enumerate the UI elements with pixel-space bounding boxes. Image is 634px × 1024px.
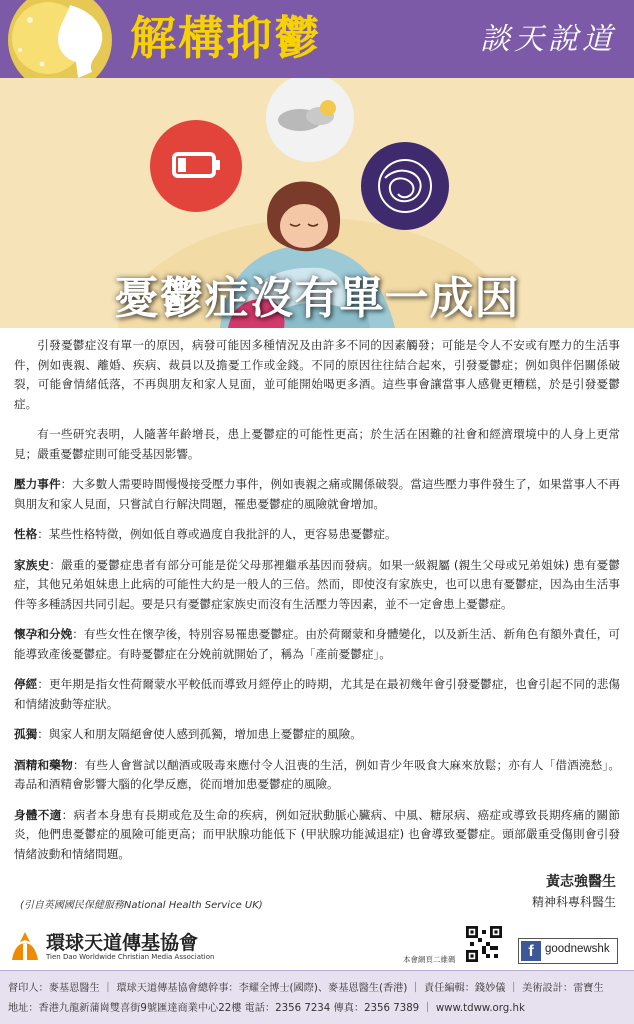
author-name: 黃志強醫生 <box>546 874 616 890</box>
facebook-badge[interactable] <box>518 938 618 964</box>
paragraph-term: 停經 <box>14 677 38 691</box>
article-body <box>14 336 620 875</box>
article-paragraph <box>14 425 620 464</box>
article-paragraph <box>14 675 620 714</box>
face-swirl-icon <box>0 0 140 78</box>
paragraph-term: 酒精和藥物 <box>14 757 73 772</box>
paragraph-text: ：病者本身患有長期或危及生命的疾病，例如冠狀動脈心臟病、中風、糖尿病、癌症或導致長期疼痛的關節炎，他們患憂鬱症的風險可能更高；而甲狀腺功能低下 (甲狀腺功能減退症) 也會導致憂鬱症。頭部嚴重受傷則會引發情緒波動和情緒問題。 <box>14 807 620 861</box>
footer-credits: 督印人：麥基恩醫生 ｜ 環球天道傳基協會總幹事：李耀全博士(國際)、麥基恩醫生(香港) ｜ 責任編輯：錢妙儀 ｜ 美術設計：雷寶生 <box>8 983 604 994</box>
qr-label: 本會網頁二維碼 <box>403 955 456 964</box>
article-paragraph <box>14 556 620 615</box>
header-band <box>0 0 634 78</box>
author-role: 精神科專科醫生 <box>531 895 616 909</box>
facebook-handle: goodnewshk <box>545 943 610 955</box>
article-paragraph <box>14 756 620 795</box>
paragraph-text: 有一些研究表明，人隨著年齡增長，患上憂鬱症的可能性更高；於生活在困難的社會和經濟環境中的人身上更常見；嚴重憂鬱症則可能受基因影響。 <box>14 427 620 461</box>
footer-contact: 地址：香港九龍新蒲崗雙喜街9號匯達商業中心22樓 電話：2356 7234 傳真：2356 7389 ｜ www.tdww.org.hk <box>8 1003 525 1014</box>
paragraph-text: ：某些性格特徵，例如低自尊或過度自我批評的人，更容易患憂鬱症。 <box>37 527 397 541</box>
source-citation: (引自英國國民保健服務National Health Service UK) <box>20 900 263 911</box>
paragraph-term: 壓力事件 <box>14 477 61 491</box>
article-paragraph <box>14 725 620 745</box>
hero-illustration <box>0 78 634 328</box>
article-paragraph <box>14 806 620 865</box>
article-paragraph <box>14 525 620 545</box>
paragraph-text: ：更年期是指女性荷爾蒙水平較低而導致月經停止的時期，尤其是在最初幾年會引發憂鬱症，也會引起不同的悲傷和情緒波動等症狀。 <box>14 677 620 711</box>
brand-logo: 談天說道 <box>480 22 616 57</box>
paragraph-term: 身體不適 <box>14 807 62 822</box>
paragraph-term: 懷孕和分娩 <box>14 627 73 641</box>
paragraph-term: 性格 <box>14 527 38 541</box>
paragraph-text: ：有些女性在懷孕後，特別容易罹患憂鬱症。由於荷爾蒙和身體變化，以及新生活、新角色有額外責任，可能導致產後憂鬱症。有時憂鬱症在分娩前就開始了，稱為「產前憂鬱症」。 <box>14 627 620 661</box>
author-signature <box>532 872 616 912</box>
page-title: 解構抑鬱 <box>130 11 322 65</box>
article-paragraph <box>14 475 620 514</box>
org-name-zh: 環球天道傳基協會 <box>46 932 199 954</box>
paragraph-text: ：有些人會嘗試以酗酒或吸毒來應付令人沮喪的生活，例如青少年吸食大麻來放鬆；亦有人「借酒澆愁」。毒品和酒精會影響大腦的化學反應，從而增加患憂鬱症的風險。 <box>14 757 620 791</box>
paragraph-text: 引發憂鬱症沒有單一的原因，病發可能因多種情況及由許多不同的因素觸發；可能是令人不安或有壓力的生活事件，例如喪親、離婚、疾病、裁員以及擔憂工作或金錢。不同的原因往往結合起來，引發憂鬱症；例如與伴侶關係破裂，可能會情緒低落，不再與朋友和家人見面，並可能開始喝更多酒。這些事會讓當事人感覺更糟糕，於是引發憂鬱症。 <box>14 338 620 411</box>
footer-band <box>0 970 634 1024</box>
paragraph-term: 家族史 <box>14 557 50 572</box>
facebook-icon: f <box>521 941 541 961</box>
paragraph-text: ：大多數人需要時間慢慢接受壓力事件，例如喪親之痛或關係破裂。當這些壓力事件發生了，如果當事人不再與朋友和家人見面，只嘗試自行解決問題，罹患憂鬱症的風險就會增加。 <box>14 477 620 511</box>
org-emblem-icon <box>8 930 42 962</box>
article-headline: 憂鬱症沒有單一成因 <box>114 273 520 324</box>
paragraph-term: 孤獨 <box>14 727 38 741</box>
paragraph-text: ：與家人和朋友隔絕會使人感到孤獨，增加患上憂鬱症的風險。 <box>37 727 362 741</box>
qr-code-icon[interactable] <box>466 926 502 962</box>
article-paragraph <box>14 625 620 664</box>
paragraph-text: ：嚴重的憂鬱症患者有部分可能是從父母那裡繼承基因而發病。如果一級親屬 (親生父母或兄弟姐妹) 患有憂鬱症，其他兄弟姐妹患上此病的可能性大約是一般人的三倍。然而，即使沒有家族史，也可以患有憂鬱症，因為由生活事件等多種誘因共同引起。要是只有憂鬱症家族史而沒有生活壓力等因素，並不一定會患上憂鬱症。 <box>14 557 620 611</box>
org-name-en: Tien Dao Worldwide Christian Media Association <box>46 953 215 961</box>
article-paragraph <box>14 336 620 414</box>
